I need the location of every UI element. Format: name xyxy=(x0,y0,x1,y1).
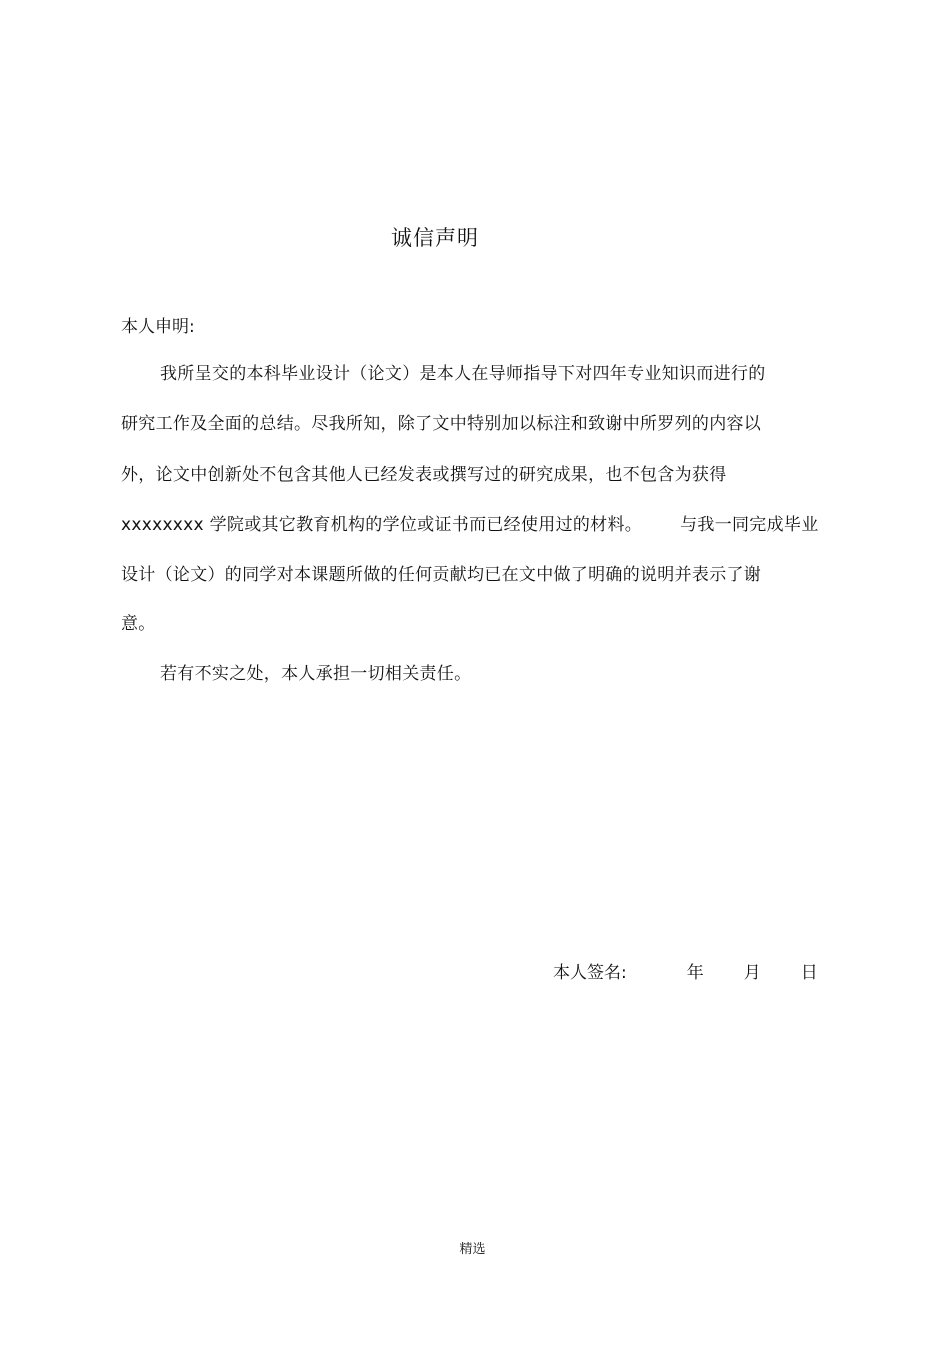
signature-label: 本人签名: xyxy=(553,963,627,983)
paragraph-line-4 xyxy=(121,510,819,535)
signature-year: 年 xyxy=(686,963,704,983)
document-title: 诚信声明 xyxy=(391,226,479,250)
paragraph-line-5: 设计（论文）的同学对本课题所做的任何贡献均已在文中做了明确的说明并表示了谢 xyxy=(121,565,762,585)
paragraph-line-3: 外，论文中创新处不包含其他人已经发表或撰写过的研究成果，也不包含为获得 xyxy=(121,465,727,485)
signature-day: 日 xyxy=(800,963,818,983)
paragraph-line-4-part-1: xxxxxxxx 学院或其它教育机构的学位或证书而已经使用过的材料。 xyxy=(121,515,643,535)
signature-block xyxy=(553,958,818,983)
paragraph-line-1: 我所呈交的本科毕业设计（论文）是本人在导师指导下对四年专业知识而进行的 xyxy=(160,364,766,384)
paragraph-line-6: 意。 xyxy=(121,614,156,634)
page-footer: 精选 xyxy=(459,1242,486,1257)
paragraph-line-7: 若有不实之处，本人承担一切相关责任。 xyxy=(160,664,472,684)
paragraph-line-4-part-2: 与我一同完成毕业 xyxy=(680,515,819,535)
declaration-label: 本人申明: xyxy=(121,317,195,337)
signature-month: 月 xyxy=(743,963,761,983)
paragraph-line-2: 研究工作及全面的总结。尽我所知，除了文中特别加以标注和致谢中所罗列的内容以 xyxy=(121,414,762,434)
